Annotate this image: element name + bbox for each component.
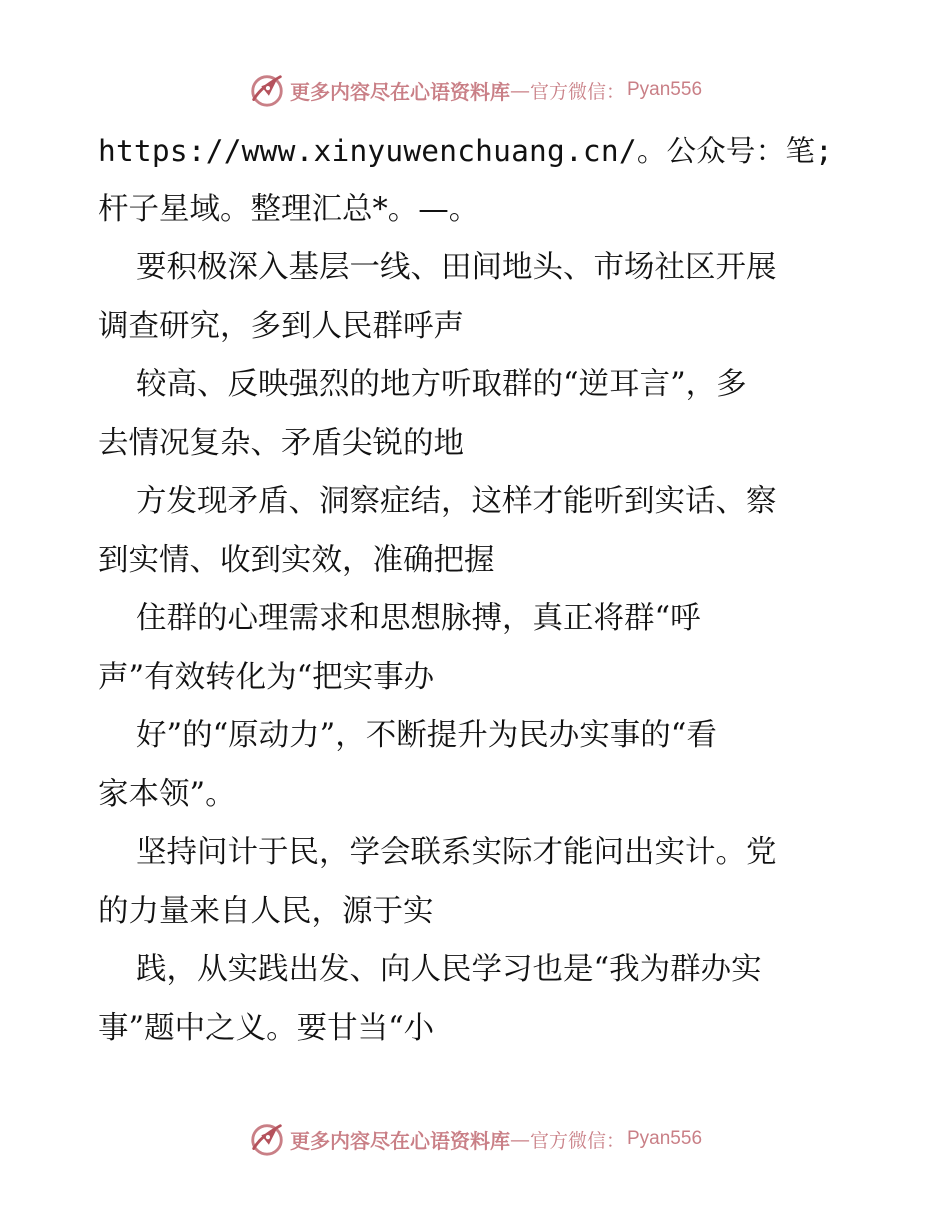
text-line: 到实情、收到实效，准确把握: [98, 542, 495, 578]
banner-site-text: 更多内容尽在心语资料库: [289, 79, 510, 104]
text-line: 好”的“原动力”，不断提升为民办实事的“看: [136, 718, 717, 753]
text-line: 杆子星域。整理汇总*。—。: [98, 191, 480, 227]
text-line: https://www.xinyuwenchuang.cn/。公众号：笔;: [98, 134, 833, 168]
pen-logo-icon: [248, 1120, 286, 1158]
header-banner[interactable]: [0, 68, 950, 112]
footer-banner[interactable]: [0, 1117, 950, 1161]
text-line: 较高、反映强烈的地方听取群的“逆耳言”，多: [136, 367, 747, 402]
text-line: 坚持问计于民，学会联系实际才能问出实计。党: [136, 835, 777, 870]
document-body: [98, 122, 858, 1058]
banner-wechat-id: Pyan556: [627, 79, 703, 100]
text-line: 要积极深入基层一线、田间地头、市场社区开展: [136, 250, 777, 285]
pen-logo-icon: [248, 71, 286, 109]
text-line: 住群的心理需求和思想脉搏，真正将群“呼: [136, 601, 701, 636]
banner-separator: —: [509, 1127, 530, 1151]
text-line: 事”题中之义。要甘当“小: [98, 1010, 435, 1046]
banner-wechat-label: 官方微信：: [529, 80, 625, 103]
text-line: 调查研究，多到人民群呼声: [98, 308, 464, 344]
text-line: 的力量来自人民，源于实: [98, 893, 434, 929]
text-line: 家本领”。: [98, 776, 236, 812]
banner-site-text: 更多内容尽在心语资料库: [289, 1128, 510, 1153]
banner-separator: —: [509, 78, 530, 102]
text-line: 方发现矛盾、洞察症结，这样才能听到实话、察: [136, 484, 777, 519]
text-line: 践，从实践出发、向人民学习也是“我为群办实: [136, 952, 762, 987]
banner-wechat-label: 官方微信：: [529, 1129, 625, 1152]
text-line: 声”有效转化为“把实事办: [98, 659, 435, 695]
text-line: 去情况复杂、矛盾尖锐的地: [98, 425, 464, 461]
banner-wechat-id: Pyan556: [627, 1128, 703, 1149]
